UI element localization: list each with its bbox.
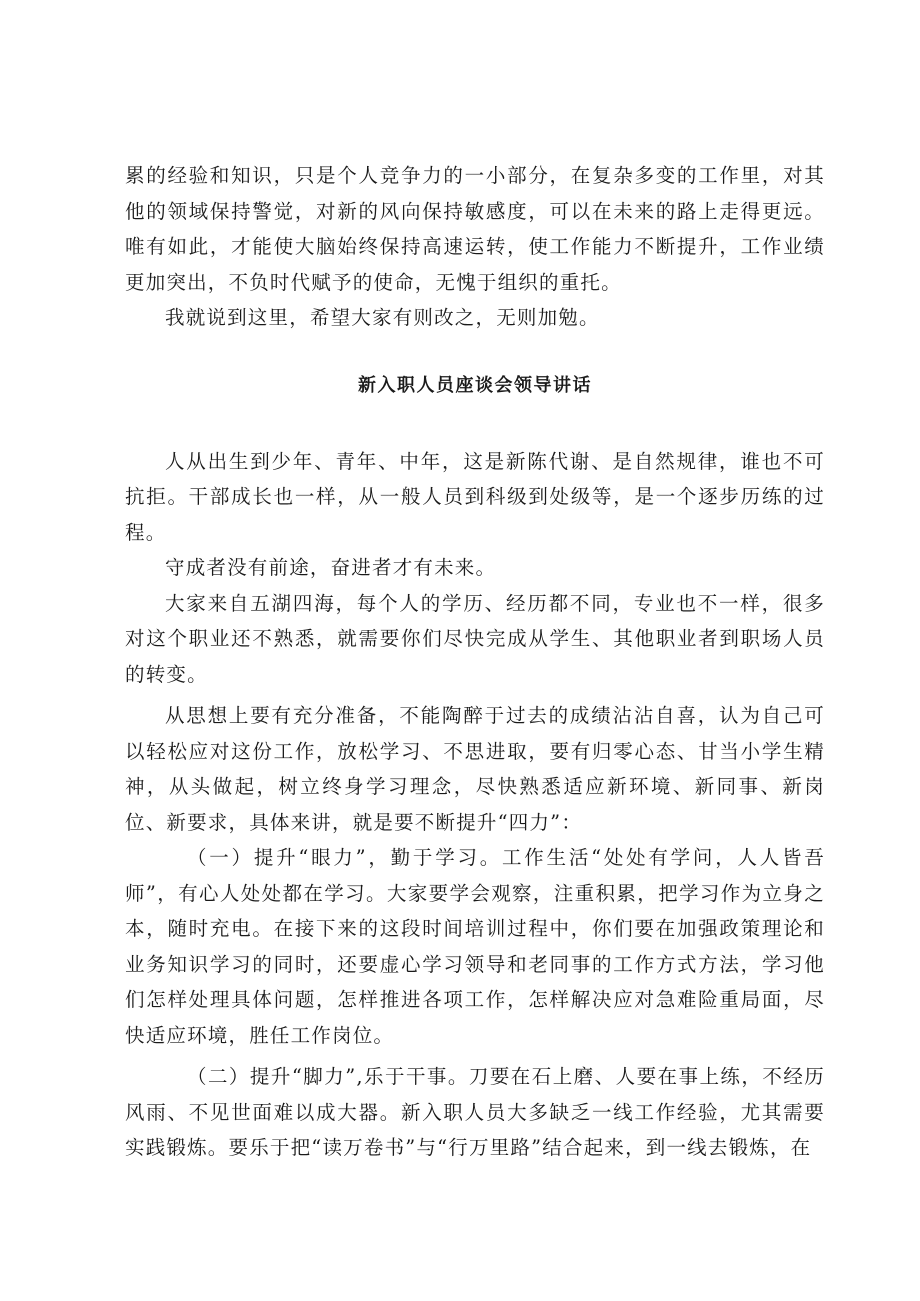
body-paragraph: 守成者没有前途，奋进者才有未来。 bbox=[165, 556, 497, 579]
section-paragraph-eyesight: （一）提升“眼力”，勤于学习。工作生活“处处有学问，人人皆吾师”，有心人处处都在学习。大家要学会观察，注重积累，把学习作为立身之本，随时充电。在接下来的这段时间培训过程中，你们要在加强政策理论和业务知识学习的同时，还要虚心学习领导和老同事的工作方式方法，学习他们怎样处理具体问题，怎样推进各项工作，怎样解决应对急难险重局面，尽快适应环境，胜任工作岗位。 bbox=[125, 846, 825, 1047]
body-paragraph: 人从出生到少年、青年、中年，这是新陈代谢、是自然规律，谁也不可抗拒。干部成长也一样，从一般人员到科级到处级等，是一个逐步历练的过程。 bbox=[125, 449, 825, 544]
body-paragraph: 从思想上要有充分准备，不能陶醉于过去的成绩沾沾自喜，认为自己可以轻松应对这份工作，放松学习、不思进取，要有归零心态、甘当小学生精神，从头做起，树立终身学习理念，尽快熟悉适应新环境、新同事、新岗位、新要求，具体来讲，就是要不断提升“四力”： bbox=[125, 704, 825, 834]
section-paragraph-legwork: （二）提升“脚力”,乐于干事。刀要在石上磨、人要在事上练，不经历风雨、不见世面难以成大器。新入职人员大多缺乏一线工作经验，尤其需要实践锻炼。要乐于把“读万卷书”与“行万里路”结合起来，到一线去锻炼，在 bbox=[125, 1065, 825, 1159]
continued-paragraph: 累的经验和知识，只是个人竞争力的一小部分，在复杂多变的工作里，对其他的领域保持警觉，对新的风向保持敏感度，可以在未来的路上走得更远。唯有如此，才能使大脑始终保持高速运转，使工作能力不断提升，工作业绩更加突出，不负时代赋予的使命，无愧于组织的重托。 bbox=[125, 164, 825, 294]
document-page bbox=[125, 158, 825, 1166]
closing-paragraph: 我就说到这里，希望大家有则改之，无则加勉。 bbox=[165, 306, 600, 329]
speech-title: 新入职人员座谈会领导讲话 bbox=[358, 374, 592, 396]
body-paragraph: 大家来自五湖四海，每个人的学历、经历都不同，专业也不一样，很多对这个职业还不熟悉，就需要你们尽快完成从学生、其他职业者到职场人员的转变。 bbox=[125, 591, 825, 686]
